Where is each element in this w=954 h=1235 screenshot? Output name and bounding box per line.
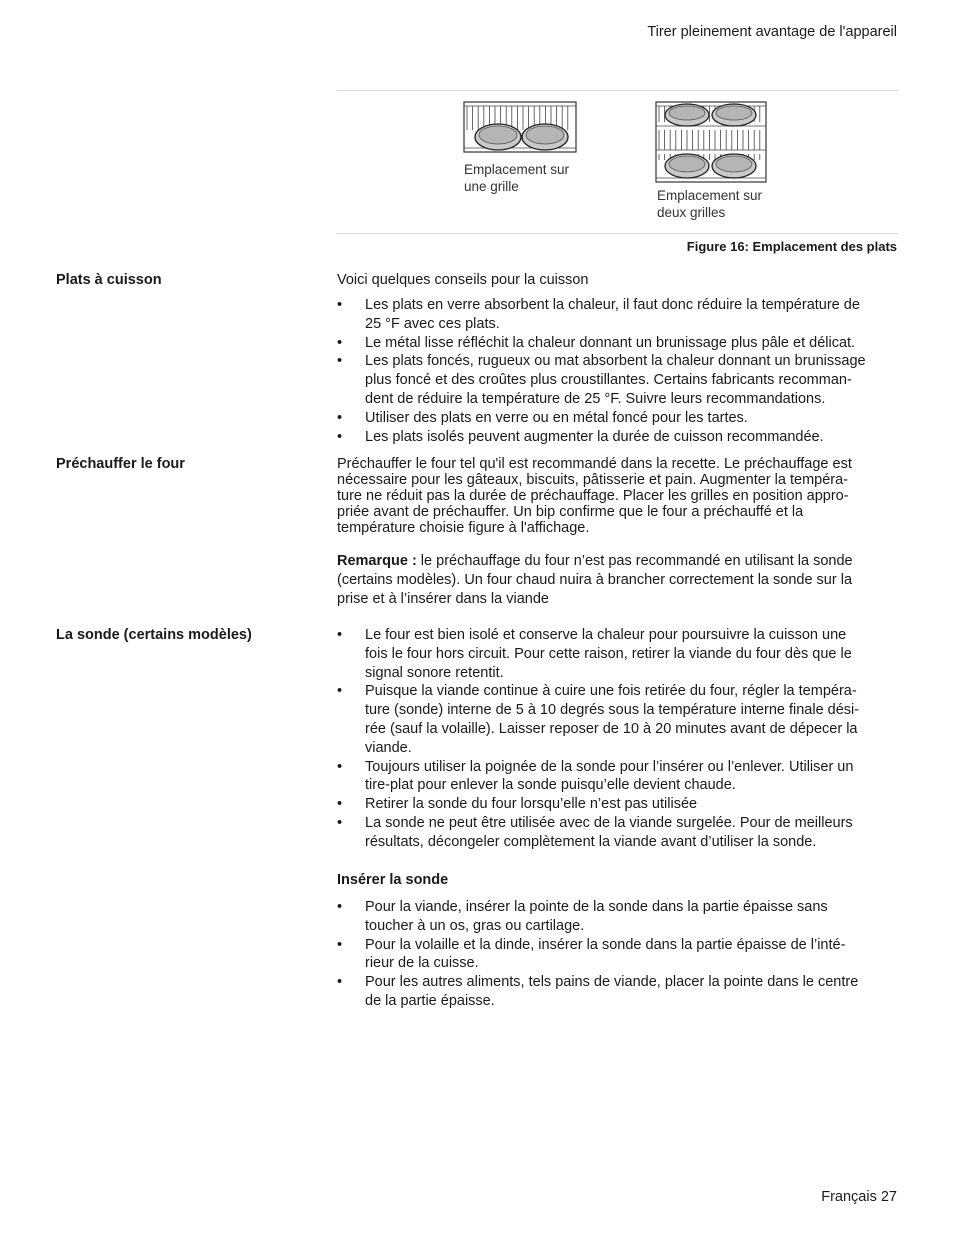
list-item: • Le métal lisse réfléchit la chaleur donnant un brunissage plus pâle et délicat. bbox=[337, 334, 856, 351]
plats-bullet-list bbox=[337, 296, 898, 446]
prechauffer-note: Remarque : le préchauffage du four n’est pas recommandé en utilisant la sonde (certains modèles). Un four chaud nuira à brancher correctement la sonde sur la prise et à l’insérer dans la viande bbox=[337, 553, 853, 607]
list-item: • Les plats isolés peuvent augmenter la durée de cuisson recommandée. bbox=[337, 428, 824, 445]
list-item: • Retirer la sonde du four lorsqu’elle n’est pas utilisée bbox=[337, 796, 698, 813]
running-header: Tirer pleinement avantage de l'appareil bbox=[647, 24, 897, 40]
list-item: • La sonde ne peut être utilisée avec de la viande surgelée. Pour de meilleurs résultats, décongeler complètement la viande avant d’utiliser la sonde. bbox=[337, 814, 853, 850]
section-heading-prechauffer: Préchauffer le four bbox=[56, 456, 185, 472]
two-rack-illustration bbox=[655, 100, 769, 184]
figure-bottom-rule bbox=[337, 233, 898, 234]
inserer-bullet-list bbox=[337, 898, 898, 1011]
page-footer: Français 27 bbox=[821, 1189, 897, 1205]
section-heading-sonde: La sonde (certains modèles) bbox=[56, 627, 252, 643]
list-item: • Pour la viande, insérer la pointe de la sonde dans la partie épaisse sans toucher à un os, gras ou cartilage. bbox=[337, 899, 828, 934]
figure-title: Figure 16: Emplacement des plats bbox=[686, 239, 897, 254]
subheading-inserer-sonde: Insérer la sonde bbox=[337, 872, 449, 888]
list-item: • Toujours utiliser la poignée de la sonde pour l’insérer ou l’enlever. Utiliser un tire-plat pour enlever la sonde puisqu’elle devient chaude. bbox=[337, 758, 854, 794]
prechauffer-paragraph: Préchauffer le four tel qu'il est recommandé dans la recette. Le préchauffage est nécessaire pour les gâteaux, biscuits, pâtisserie et pain. Augmenter la tempéra- ture ne réduit pas la durée de préchauffage. Placer les grilles en position appro- priée avant de préchauffer. Un bip confirme que le four a préchauffé et la température choisie figure à l'affichage. bbox=[337, 456, 852, 536]
list-item: • Les plats en verre absorbent la chaleur, il faut donc réduire la température de 25 °F avec ces plats. bbox=[337, 297, 860, 332]
note-label: Remarque : bbox=[337, 553, 417, 569]
plats-intro: Voici quelques conseils pour la cuisson bbox=[337, 272, 589, 288]
list-item: • Les plats foncés, rugueux ou mat absorbent la chaleur donnant un brunissage plus foncé et des croûtes plus croustillantes. Certains fabricants recomman- dent de réduire la température de 25 °F. Suivre leurs recommandations. bbox=[337, 353, 866, 407]
list-item: • Le four est bien isolé et conserve la chaleur pour poursuivre la cuisson une fois le four hors circuit. Pour cette raison, retirer la viande du four dès que le signal sonore retentit. bbox=[337, 627, 852, 681]
sonde-bullet-list bbox=[337, 626, 898, 852]
figure-top-rule bbox=[337, 90, 898, 91]
list-item: • Pour la volaille et la dinde, insérer la sonde dans la partie épaisse de l’inté- rieur de la cuisse. bbox=[337, 936, 846, 972]
list-item: • Pour les autres aliments, tels pains de viande, placer la pointe dans le centre de la partie épaisse. bbox=[337, 974, 859, 1009]
section-heading-plats: Plats à cuisson bbox=[56, 272, 162, 288]
list-item: • Utiliser des plats en verre ou en métal foncé pour les tartes. bbox=[337, 409, 748, 426]
list-item: • Puisque la viande continue à cuire une fois retirée du four, régler la tempéra- ture (sonde) interne de 5 à 10 degrés sous la température interne finale dési- rée (sauf la volaille). Laisser reposer de 10 à 20 minutes avant de dépecer la viande. bbox=[337, 683, 860, 756]
two-rack-caption: Emplacement sur deux grilles bbox=[657, 188, 763, 220]
one-rack-caption: Emplacement sur une grille bbox=[464, 162, 570, 194]
one-rack-illustration bbox=[463, 100, 579, 156]
